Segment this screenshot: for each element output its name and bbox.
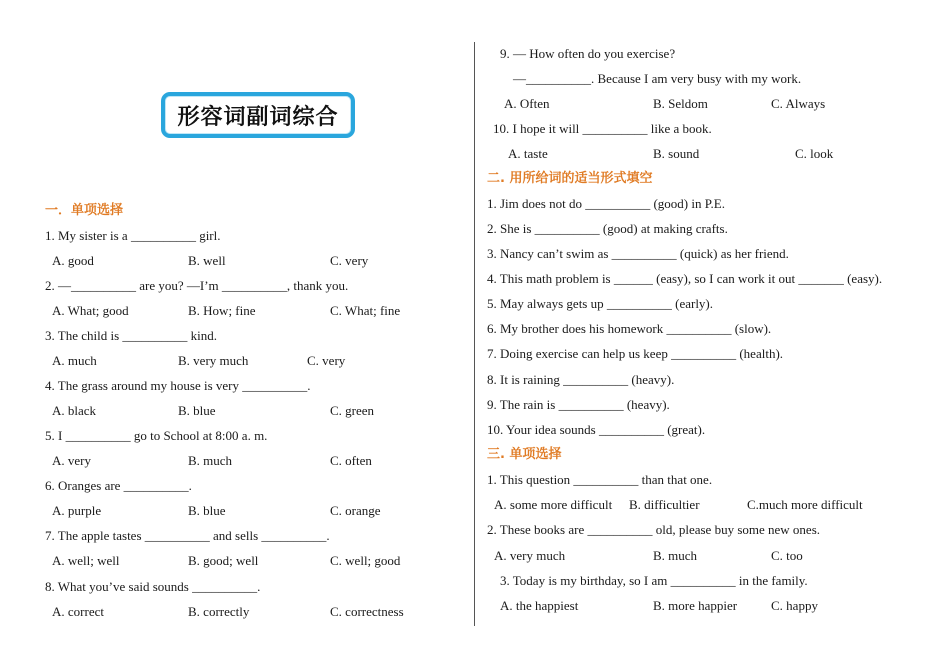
fill-item: 6. My brother does his homework __________ (slow). [487,321,772,336]
question-4: 4. The grass around my house is very __________. [45,378,311,393]
q6-option-b: B. blue [188,503,226,518]
s3-question-2: 2. These books are __________ old, please buy some new ones. [487,522,821,537]
column-divider [474,42,475,626]
title-box [161,92,355,138]
s3-q1-option-b: B. difficultier [629,497,700,512]
question-8: 8. What you’ve said sounds __________. [45,579,261,594]
s3-q3-option-c: C. happy [771,598,818,613]
section-3-heading: 三. 单项选择 [487,447,562,462]
q5-option-a: A. very [52,453,91,468]
q3-option-b: B. very much [178,353,249,368]
q8-option-b: B. correctly [188,604,250,619]
question-9-line-2: —__________. Because I am very busy with my work. [513,71,802,86]
s3-question-1: 1. This question __________ than that one. [487,472,713,487]
q10-option-b: B. sound [653,146,700,161]
q10-option-a: A. taste [508,146,548,161]
q4-option-c: C. green [330,403,375,418]
q4-option-b: B. blue [178,403,216,418]
q8-option-c: C. correctness [330,604,404,619]
q7-option-b: B. good; well [188,553,259,568]
page-title: 形容词副词综合 [177,104,339,130]
q7-option-c: C. well; good [330,553,401,568]
fill-item: 5. May always gets up __________ (early). [487,296,714,311]
fill-item: 8. It is raining __________ (heavy). [487,372,675,387]
fill-item: 10. Your idea sounds __________ (great). [487,422,706,437]
q1-option-c: C. very [330,253,369,268]
fill-item: 3. Nancy can’t swim as __________ (quick) as her friend. [487,246,789,261]
s3-q2-option-b: B. much [653,548,698,563]
question-7: 7. The apple tastes __________ and sells __________. [45,528,330,543]
q6-option-a: A. purple [52,503,102,518]
q3-option-c: C. very [307,353,346,368]
s3-q3-option-b: B. more happier [653,598,738,613]
q3-option-a: A. much [52,353,97,368]
q4-option-a: A. black [52,403,97,418]
s3-q2-option-a: A. very much [494,548,566,563]
s3-q1-option-c: C.much more difficult [747,497,863,512]
section-2-heading: 二. 用所给词的适当形式填空 [487,171,653,186]
q8-option-a: A. correct [52,604,104,619]
question-10: 10. I hope it will __________ like a book. [493,121,712,136]
question-5: 5. I __________ go to School at 8:00 a. m. [45,428,268,443]
question-9-line-1: 9. — How often do you exercise? [500,46,676,61]
q10-option-c: C. look [795,146,834,161]
fill-item: 4. This math problem is ______ (easy), so I can work it out _______ (easy). [487,271,883,286]
section-1-heading: 一．单项选择 [45,203,124,218]
q5-option-c: C. often [330,453,372,468]
s3-q3-option-a: A. the happiest [500,598,579,613]
s3-q1-option-a: A. some more difficult [494,497,613,512]
question-1: 1. My sister is a __________ girl. [45,228,221,243]
fill-item: 9. The rain is __________ (heavy). [487,397,670,412]
question-6: 6. Oranges are __________. [45,478,192,493]
fill-item: 7. Doing exercise can help us keep __________ (health). [487,346,784,361]
q9-option-a: A. Often [504,96,550,111]
fill-item: 1. Jim does not do __________ (good) in P.E. [487,196,725,211]
s3-question-3: 3. Today is my birthday, so I am __________ in the family. [500,573,808,588]
q1-option-b: B. well [188,253,226,268]
fill-item: 2. She is __________ (good) at making crafts. [487,221,728,236]
q7-option-a: A. well; well [52,553,120,568]
q9-option-c: C. Always [771,96,826,111]
q2-option-c: C. What; fine [330,303,401,318]
question-2: 2. —__________ are you? —I’m __________, thank you. [45,278,349,293]
question-3: 3. The child is __________ kind. [45,328,218,343]
q2-option-b: B. How; fine [188,303,256,318]
q6-option-c: C. orange [330,503,381,518]
q2-option-a: A. What; good [52,303,129,318]
q5-option-b: B. much [188,453,233,468]
q9-option-b: B. Seldom [653,96,708,111]
q1-option-a: A. good [52,253,94,268]
s3-q2-option-c: C. too [771,548,803,563]
